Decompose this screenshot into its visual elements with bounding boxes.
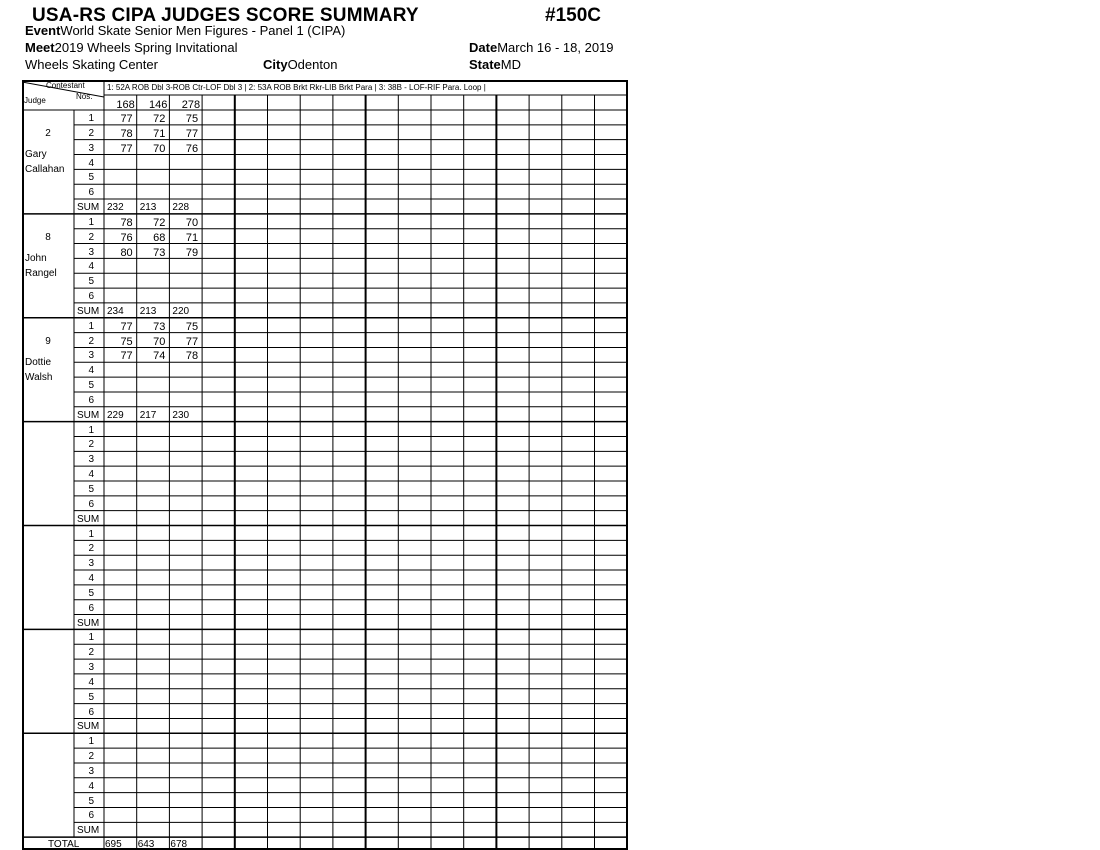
- city-label: City: [263, 57, 288, 72]
- score-cell: 75: [185, 113, 199, 125]
- event-label: Event: [25, 23, 61, 38]
- row-number: 1: [88, 424, 94, 436]
- row-number: 5: [88, 172, 94, 184]
- row-number: 6: [88, 810, 94, 822]
- venue: Wheels Skating Center: [25, 57, 158, 72]
- event-line: [25, 23, 345, 38]
- figures-legend: 1: 52A ROB Dbl 3-ROB Ctr-LOF Dbl 3 | 2: 53A ROB Brkt Rkr-LIB Brkt Para | 3: 38B - LOF-RIF Para. Loop |: [107, 83, 486, 92]
- sum-cell: 229: [107, 409, 124, 421]
- score-cell: 77: [120, 113, 133, 125]
- row-number: 3: [88, 350, 94, 362]
- state-line: [469, 57, 521, 72]
- contestant-label: Contestant: [46, 81, 85, 90]
- row-number: 6: [88, 498, 94, 510]
- row-number: 5: [88, 587, 94, 599]
- meet-label: Meet: [25, 40, 55, 55]
- score-cell: 75: [120, 335, 133, 348]
- sum-cell: 213: [139, 202, 157, 214]
- sum-label: SUM: [77, 513, 100, 525]
- row-number: 2: [88, 439, 94, 451]
- row-number: 4: [88, 780, 94, 792]
- score-cell: 77: [120, 142, 133, 155]
- total-cell: 695: [105, 839, 122, 850]
- sum-cell: 213: [139, 305, 157, 317]
- sum-cell: 220: [172, 305, 190, 317]
- score-cell: 77: [120, 350, 133, 363]
- score-cell: 77: [185, 335, 199, 348]
- row-number: 3: [88, 558, 94, 570]
- row-number: 2: [88, 335, 94, 347]
- total-cell: 643: [137, 839, 155, 850]
- row-number: 6: [88, 291, 94, 303]
- score-cell: 78: [120, 216, 133, 229]
- row-number: 5: [88, 484, 94, 495]
- form-number: #150C: [545, 5, 601, 26]
- score-cell: 76: [120, 231, 133, 244]
- sheet-title: USA-RS CIPA JUDGES SCORE SUMMARY: [32, 5, 419, 26]
- grid-lines: [22, 80, 628, 850]
- row-number: 4: [88, 676, 94, 688]
- date-line: [469, 40, 614, 55]
- meet-value: 2019 Wheels Spring Invitational: [54, 40, 238, 55]
- row-number: 4: [88, 157, 94, 169]
- event-value: World Skate Senior Men Figures - Panel 1 (CIPA): [60, 23, 346, 38]
- contestant-number: 278: [181, 99, 201, 111]
- state-value: MD: [500, 57, 522, 72]
- score-cell: 71: [153, 127, 166, 140]
- score-cell: 78: [185, 350, 199, 363]
- score-cell: 72: [153, 113, 166, 125]
- row-number: 2: [88, 543, 94, 555]
- score-cell: 74: [153, 350, 166, 363]
- score-cell: 70: [185, 216, 199, 229]
- row-number: 3: [88, 454, 94, 466]
- total-label: TOTAL: [48, 839, 80, 850]
- sum-cell: 228: [172, 202, 190, 214]
- sum-label: SUM: [77, 825, 100, 837]
- row-number: 6: [88, 602, 94, 614]
- judge-number: 9: [45, 335, 51, 347]
- score-cell: 70: [153, 142, 166, 155]
- judge-label: Judge: [24, 96, 46, 105]
- row-number: 4: [88, 573, 94, 585]
- city-value: Odenton: [287, 57, 338, 72]
- row-number: 1: [88, 113, 94, 124]
- judge-last-name: Callahan: [25, 164, 65, 175]
- judge-first-name: Gary: [25, 149, 47, 160]
- row-number: 4: [88, 469, 94, 481]
- row-number: 1: [88, 320, 94, 332]
- row-number: 3: [88, 765, 94, 777]
- row-number: 1: [88, 528, 94, 540]
- sum-cell: 230: [172, 409, 190, 421]
- row-number: 6: [88, 706, 94, 718]
- score-cell: 77: [185, 127, 199, 140]
- row-number: 1: [88, 216, 94, 228]
- row-number: 4: [88, 261, 94, 273]
- row-number: 5: [88, 691, 94, 703]
- date-label: Date: [469, 40, 498, 55]
- judge-last-name: Walsh: [25, 371, 53, 383]
- row-number: 3: [88, 662, 94, 674]
- row-number: 5: [88, 380, 94, 392]
- row-number: 2: [88, 647, 94, 659]
- score-cell: 79: [185, 246, 199, 259]
- row-number: 3: [88, 142, 94, 154]
- score-cell: 78: [120, 127, 133, 140]
- judge-number: 2: [45, 128, 51, 139]
- nos-label: Nos.: [76, 92, 93, 101]
- judge-first-name: Dottie: [25, 356, 52, 368]
- city-line: [263, 57, 337, 72]
- row-number: 1: [88, 632, 94, 644]
- judge-number: 8: [45, 231, 51, 243]
- sum-label: SUM: [77, 721, 100, 733]
- state-label: State: [469, 57, 501, 72]
- meet-line: [25, 40, 237, 55]
- score-grid: [22, 80, 628, 850]
- score-cell: 72: [153, 216, 166, 229]
- row-number: 5: [88, 795, 94, 807]
- date-value: March 16 - 18, 2019: [497, 40, 614, 55]
- row-number: 3: [88, 246, 94, 258]
- row-number: 6: [88, 394, 94, 406]
- total-cell: 678: [170, 839, 188, 850]
- contestant-number: 168: [116, 99, 135, 111]
- contestant-number: 146: [149, 99, 168, 111]
- sum-cell: 234: [107, 305, 124, 317]
- score-cell: 71: [185, 231, 199, 244]
- sum-cell: 217: [139, 409, 157, 421]
- sum-label: SUM: [77, 305, 100, 317]
- row-number: 1: [88, 736, 94, 748]
- row-number: 5: [88, 276, 94, 288]
- sum-label: SUM: [77, 409, 100, 421]
- sum-label: SUM: [77, 202, 100, 214]
- sum-cell: 232: [107, 202, 124, 214]
- score-cell: 75: [185, 320, 199, 333]
- row-number: 2: [88, 231, 94, 243]
- judge-first-name: John: [25, 252, 47, 264]
- row-number: 6: [88, 187, 94, 199]
- score-cell: 76: [185, 142, 199, 155]
- row-number: 2: [88, 127, 94, 139]
- score-cell: 77: [120, 320, 133, 333]
- row-number: 2: [88, 751, 94, 763]
- score-cell: 73: [153, 320, 166, 333]
- sum-label: SUM: [77, 617, 100, 629]
- judge-last-name: Rangel: [25, 267, 57, 279]
- score-cell: 80: [120, 246, 133, 259]
- score-cell: 70: [153, 335, 166, 348]
- score-cell: 68: [153, 231, 166, 244]
- score-cell: 73: [153, 246, 166, 259]
- row-number: 4: [88, 365, 94, 377]
